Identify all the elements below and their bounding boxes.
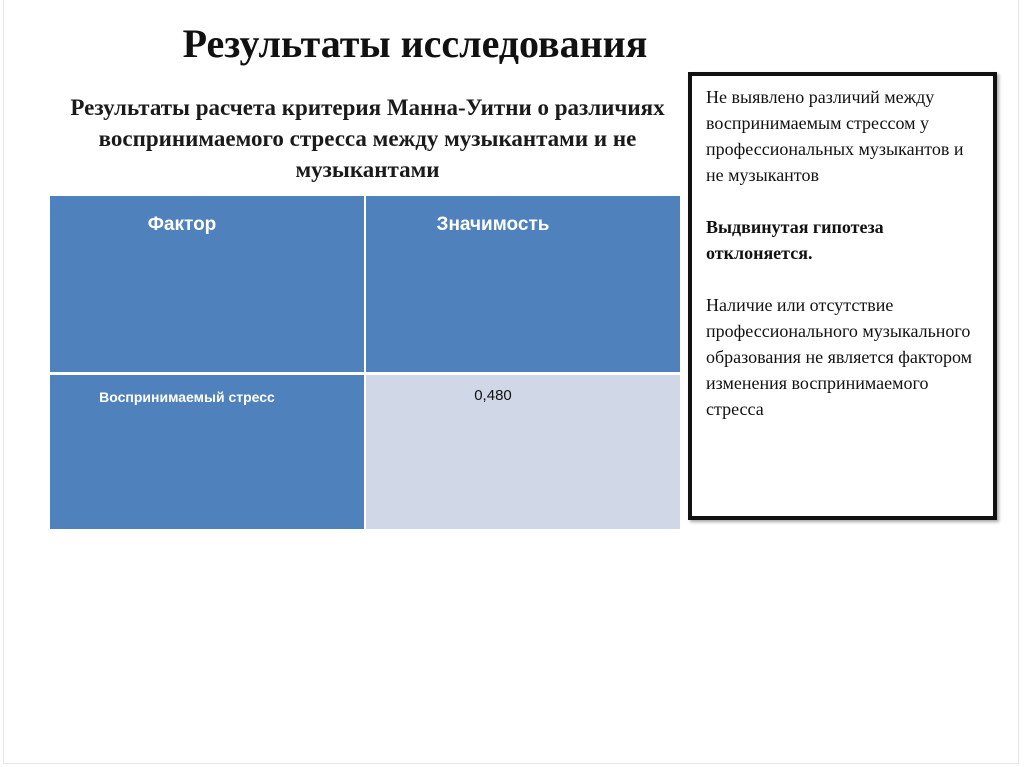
results-table xyxy=(50,196,680,529)
conclusion-interpretation: Наличие или отсутствие профессионального музыкального образования не является фактором изменения воспринимаемого стресса xyxy=(706,295,973,419)
header-factor: Фактор xyxy=(50,196,365,373)
header-significance: Значимость xyxy=(365,196,680,373)
table-header-row xyxy=(50,196,680,373)
conclusion-hypothesis: Выдвинутая гипотеза отклоняется. xyxy=(706,217,884,263)
conclusion-box xyxy=(688,72,997,520)
table-caption: Результаты расчета критерия Манна-Уитни о различиях воспринимаемого стресса между музыкантами и не музыкантами xyxy=(70,95,665,182)
slide-title: Результаты исследования xyxy=(182,21,648,66)
cell-factor: Воспринимаемый стресс xyxy=(50,373,365,529)
conclusion-finding: Не выявлено различий между воспринимаемым стрессом у профессиональных музыкантов и не музыкантов xyxy=(706,87,964,185)
cell-significance: 0,480 xyxy=(365,373,680,529)
table-row xyxy=(50,373,680,529)
